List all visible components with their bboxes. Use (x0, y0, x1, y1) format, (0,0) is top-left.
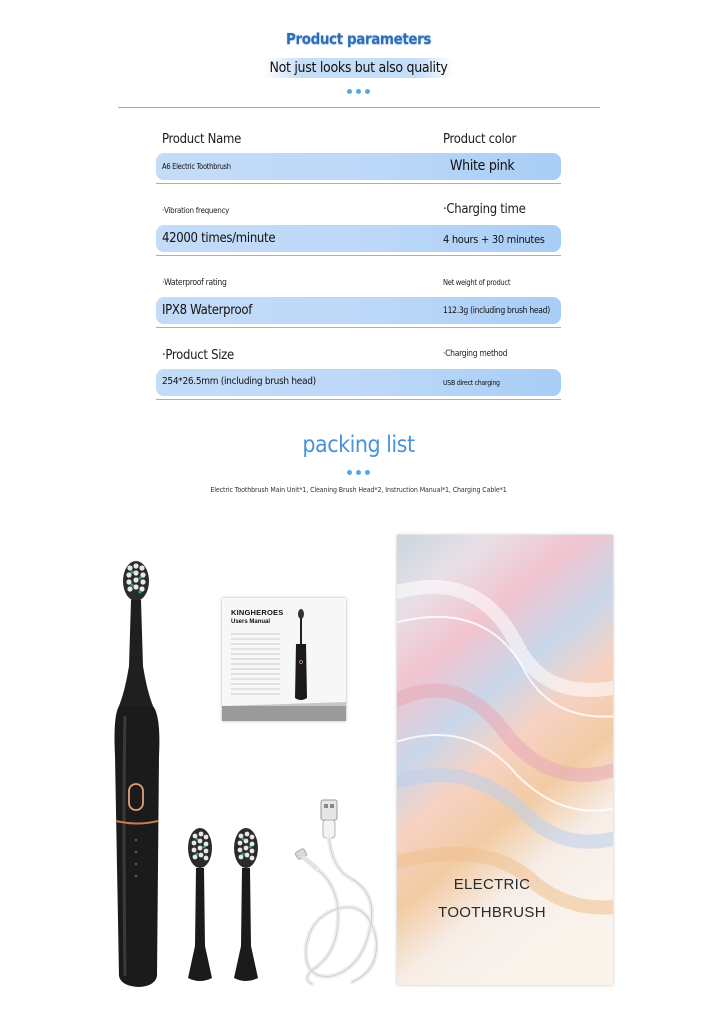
vibration-value: 42000 times/minute (162, 231, 276, 246)
product-size-label: ·Product Size (162, 348, 234, 363)
manual-illustration (222, 598, 346, 721)
box-label (397, 871, 587, 927)
product-size-value: 254*26.5mm (including brush head) (162, 376, 316, 387)
waterproof-value: IPX8 Waterproof (162, 303, 253, 318)
charging-method-value: USB direct charging (443, 379, 500, 387)
packing-list-items: Electric Toothbrush Main Unit*1, Cleaning Brush Head*2, Instruction Manual*1, Charging Cable*1 (210, 486, 507, 494)
page-title: Product parameters (285, 30, 432, 48)
brush-head-image-1 (180, 826, 220, 986)
product-name-value: A6 Electric Toothbrush (162, 162, 231, 171)
param-rule-3 (156, 327, 561, 328)
packing-list-title: packing list (302, 432, 415, 458)
decorative-dots (0, 89, 717, 94)
section-divider (118, 107, 600, 108)
vibration-label: ·Vibration frequency (162, 206, 230, 215)
page-subtitle: Not just looks but also quality (264, 58, 454, 78)
net-weight-value: 112.3g (including brush head) (443, 306, 550, 316)
manual-subtitle: Users Manual (231, 619, 271, 625)
instruction-manual-image (222, 598, 346, 721)
decorative-dots-2 (0, 470, 717, 475)
packaging-box-image (397, 535, 613, 985)
charging-time-value: 4 hours + 30 minutes (443, 233, 545, 246)
product-color-value: White pink (450, 158, 515, 174)
param-rule-2 (156, 255, 561, 256)
box-label-line-1: ELECTRIC (453, 876, 531, 893)
waterproof-label: ·Waterproof rating (162, 278, 227, 288)
net-weight-label: Net weight of product (443, 278, 511, 287)
manual-brand: KINGHEROES (231, 608, 284, 617)
product-name-label: Product Name (162, 132, 241, 147)
box-label-line-2: TOOTHBRUSH (438, 904, 546, 921)
subtitle-wrapper (0, 58, 717, 78)
brush-head-image-2 (226, 826, 266, 986)
param-rule-1 (156, 183, 561, 184)
product-color-label: Product color (443, 132, 516, 147)
charging-cable-image (292, 798, 392, 988)
charging-method-label: ·Charging method (443, 349, 508, 359)
param-rule-4 (156, 399, 561, 400)
charging-time-label: ·Charging time (443, 202, 526, 217)
toothbrush-main-unit-image (95, 556, 185, 990)
